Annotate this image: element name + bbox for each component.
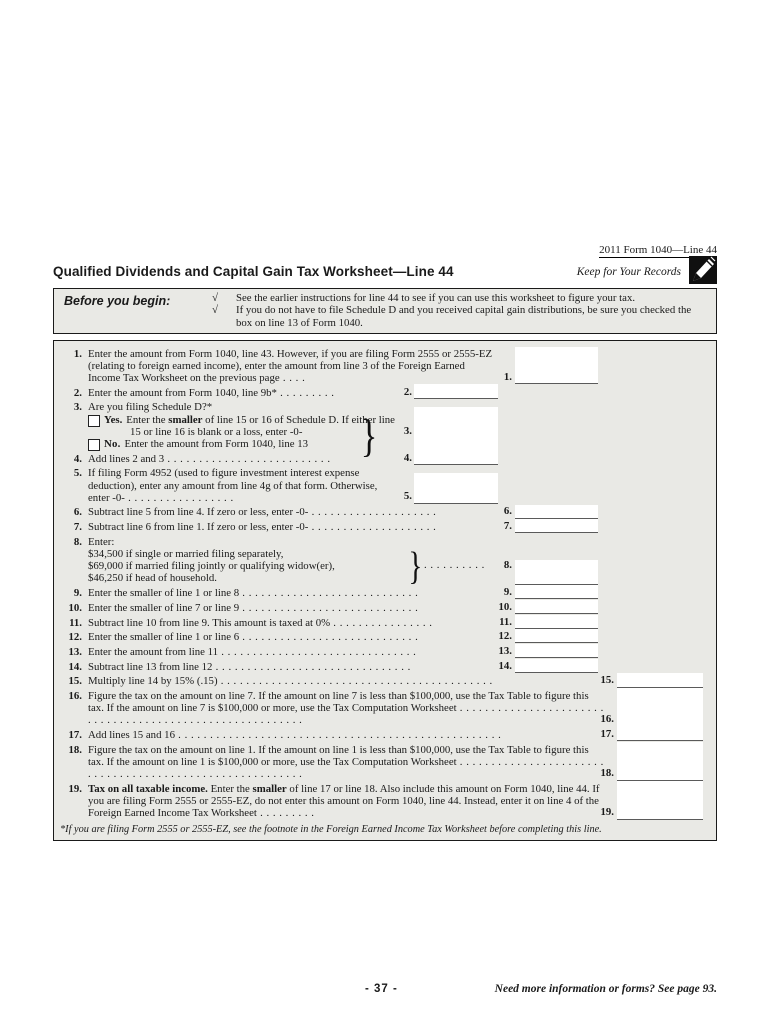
line-text: Figure the tax on the amount on line 7. If the amount on line 7 is less than $100,000, use the Tax Table to figure this tax. If the amount on line 7 is $100,000 or more, use the Tax Computation Worksheet . . . . . . . . . . . . . . . . . . . . . . . . . . . . . . . . . . . . . . . . . . . . . . . . . . . . . . . . .: [88, 690, 604, 727]
before-item: √ See the earlier instructions for line 44 to see if you can use this worksheet to figure your tax.: [212, 292, 636, 304]
worksheet-line-11: [60, 617, 708, 629]
worksheet-line-5: [60, 467, 708, 504]
entry-box-line-6[interactable]: [515, 505, 598, 519]
worksheet-box: [53, 340, 717, 841]
entry-box-line-5[interactable]: [414, 473, 498, 504]
entry-label-5: 5.: [403, 489, 412, 502]
entry-label-6: 6.: [503, 505, 512, 518]
worksheet-footnote: *If you are filing Form 2555 or 2555-EZ, see the footnote in the Foreign Earned Income Tax Worksheet before completing this line.: [60, 823, 602, 835]
line-number: 10.: [68, 601, 82, 614]
line-text: Enter the amount from Form 1040, line 43. However, if you are filing Form 2555 or 2555-EZ (relating to foreign earned income), enter the amount from line 3 of the Foreign Earned Income Tax Worksheet on the previous page . . . .: [88, 347, 493, 384]
worksheet-line-1: [60, 348, 708, 385]
entry-box-line-15[interactable]: [617, 673, 703, 688]
dot-leader: . . . . . . . . . . . . . . . . . . . . . . . . . . . . . . . . . . . . . . . . . . . . . . . . . . . . . . . . .: [88, 756, 604, 781]
dot-leader: . . . .: [279, 371, 306, 384]
entry-box-line-2[interactable]: [414, 384, 498, 399]
page-footer: [53, 983, 717, 999]
line-number: 17.: [68, 729, 82, 742]
entry-label-1: 1.: [503, 370, 512, 383]
line-text: Enter: $34,500 if single or married filing separately, $69,000 if married filing jointly or qualifying widow(er), $46,250 if head of household.: [88, 535, 335, 585]
line-text: If filing Form 4952 (used to figure investment interest expense deduction), enter any amount from line 4g of that form. Otherwise, enter -0- . . . . . . . . . . . . . . . . .: [88, 467, 378, 504]
option-no: No. Enter the amount from Form 1040, line 13: [88, 438, 396, 450]
line-number: 1.: [73, 347, 82, 360]
entry-label-12: 12.: [498, 630, 512, 643]
dot-leader: . . . . . . . . . . . . . . . . . . . . . . . . . .: [164, 452, 331, 465]
entry-label-14: 14.: [498, 659, 512, 672]
dot-leader: . . . . . . . . . . . . . . . . . . . . . . . . . . . .: [239, 631, 419, 644]
entry-label-3: 3.: [403, 424, 412, 437]
entry-box-line-18[interactable]: [617, 742, 703, 781]
page-number: - 37 -: [365, 983, 398, 995]
worksheet-line-10: [60, 602, 708, 614]
line-number: 14.: [68, 660, 82, 673]
dot-leader: . . . . . . . . . .: [424, 559, 485, 572]
worksheet-line-17: [60, 729, 708, 741]
worksheet-line-13: [60, 646, 708, 658]
line-text: Enter the amount from Form 1040, line 9b* . . . . . . . . .: [88, 386, 335, 399]
entry-label-11: 11.: [499, 615, 512, 628]
line-text: Enter the smaller of line 1 or line 6 . . . . . . . . . . . . . . . . . . . . . . . . . . . .: [88, 631, 419, 644]
line-number: 13.: [68, 645, 82, 658]
worksheet-line-8: [60, 535, 708, 588]
checkbox-no[interactable]: [88, 439, 100, 451]
entry-label-10: 10.: [498, 600, 512, 613]
dot-leader: . . . . . . . . .: [276, 386, 335, 399]
dot-leader: . . . . . . . . . . . . . . . . .: [124, 491, 234, 504]
line-number: 2.: [73, 386, 82, 399]
dot-leader: . . . . . . . . .: [256, 807, 315, 820]
entry-box-line-13[interactable]: [515, 644, 598, 658]
line-text: Add lines 2 and 3 . . . . . . . . . . . . . . . . . . . . . . . . . .: [88, 452, 331, 465]
line-number: 15.: [68, 675, 82, 688]
line-text: Tax on all taxable income. Enter the smaller of line 17 or line 18. Also include this amount on Form 1040, line 44. If you are filing Form 2555 or 2555-EZ, do not enter this amount on Form 1040, line 44. Instead, enter it on line 4 of the Foreign Earned Income Tax Worksheet . . . . . . . . .: [88, 783, 600, 820]
more-info-note: Need more information or forms? See page 93.: [494, 983, 717, 995]
dot-leader: . . . . . . . . . . . . . . . . . . . . . . . . . . . . . . . . . . . . . . . . . . . . . . . . . . . . . . . . .: [88, 702, 604, 727]
entry-label-7: 7.: [503, 520, 512, 533]
line-text: Add lines 15 and 16 . . . . . . . . . . . . . . . . . . . . . . . . . . . . . . . . . . . . . . . . . . . . . . . . . . .: [88, 729, 502, 742]
worksheet-line-2: [60, 387, 708, 399]
entry-box-line-14[interactable]: [515, 659, 598, 673]
line-text: Subtract line 13 from line 12 . . . . . . . . . . . . . . . . . . . . . . . . . . . . . . .: [88, 660, 411, 673]
line-text: Subtract line 10 from line 9. This amount is taxed at 0% . . . . . . . . . . . . . . . .: [88, 616, 433, 629]
entry-label-16: 16.: [600, 713, 614, 726]
line-text: Subtract line 5 from line 4. If zero or less, enter -0- . . . . . . . . . . . . . . . . . . . .: [88, 506, 437, 519]
brace: }: [408, 544, 423, 588]
worksheet-line-14: [60, 661, 708, 673]
dot-leader: . . . . . . . . . . . . . . . . . . . .: [308, 521, 437, 534]
line-number: 11.: [69, 616, 82, 629]
line-number: 19.: [68, 783, 82, 795]
line-number: 9.: [73, 587, 82, 600]
dot-leader: . . . . . . . . . . . . . . . . . . . . . . . . . . . . . . .: [218, 645, 417, 658]
checkmark-icon: √: [212, 292, 219, 304]
before-you-begin-box: [53, 288, 717, 334]
dot-leader: . . . . . . . . . . . . . . . .: [330, 616, 433, 629]
worksheet-line-18: [60, 744, 708, 781]
worksheet-line-15: [60, 675, 708, 687]
dot-leader: . . . . . . . . . . . . . . . . . . . . . . . . . . . .: [239, 601, 419, 614]
entry-label-15: 15.: [600, 674, 614, 687]
entry-label-4: 4.: [403, 451, 412, 464]
form-reference: 2011 Form 1040—Line 44: [599, 244, 717, 256]
checkbox-yes[interactable]: [88, 415, 100, 427]
dot-leader: . . . . . . . . . . . . . . . . . . . . . . . . . . . . . . .: [212, 660, 411, 673]
checkmark-icon: √: [212, 304, 219, 317]
line-number: 12.: [68, 631, 82, 644]
page-title: Qualified Dividends and Capital Gain Tax Worksheet—Line 44: [53, 264, 454, 279]
line-text: Figure the tax on the amount on line 1. If the amount on line 1 is less than $100,000, use the Tax Table to figure this tax. If the amount on line 1 is $100,000 or more, use the Tax Computation Worksheet . . . . . . . . . . . . . . . . . . . . . . . . . . . . . . . . . . . . . . . . . . . . . . . . . . . . . . . . .: [88, 743, 604, 781]
line-number: 18.: [68, 743, 82, 756]
keep-for-records-label: Keep for Your Records: [576, 266, 681, 278]
line-text: Subtract line 6 from line 1. If zero or less, enter -0- . . . . . . . . . . . . . . . . . . . .: [88, 521, 437, 534]
worksheet-line-12: [60, 631, 708, 643]
brace: }: [360, 410, 378, 462]
entry-box-line-12[interactable]: [515, 629, 598, 643]
line-text: Enter the smaller of line 7 or line 9 . . . . . . . . . . . . . . . . . . . . . . . . . . . .: [88, 601, 419, 614]
worksheet-lines: [60, 348, 708, 820]
worksheet-line-4: [60, 453, 708, 465]
line-text: Enter the amount from line 11 . . . . . . . . . . . . . . . . . . . . . . . . . . . . . . .: [88, 645, 417, 658]
dot-leader: . . . . . . . . . . . . . . . . . . . .: [308, 506, 437, 519]
entry-label-18: 18.: [600, 767, 614, 780]
entry-label-13: 13.: [498, 644, 512, 657]
worksheet-line-16: [60, 690, 708, 727]
line-number: 16.: [68, 690, 82, 703]
entry-box-line-8[interactable]: [515, 560, 598, 585]
line-number: 5.: [73, 467, 82, 480]
before-item: √ If you do not have to file Schedule D and you received capital gain distributions, be sure you checked the box on line 13 of Form 1040.: [212, 304, 692, 329]
before-you-begin-label: Before you begin:: [64, 294, 171, 308]
entry-box-line-10[interactable]: [515, 600, 598, 614]
entry-box-line-19[interactable]: [617, 781, 703, 820]
worksheet-line-9: [60, 587, 708, 599]
entry-box-line-17[interactable]: [617, 726, 703, 741]
line-text: Multiply line 14 by 15% (.15) . . . . . . . . . . . . . . . . . . . . . . . . . . . . . . . . . . . . . . . . . . .: [88, 675, 493, 688]
worksheet-line-19: [60, 783, 708, 820]
entry-box-line-7[interactable]: [515, 519, 598, 533]
line-number: 6.: [73, 506, 82, 519]
entry-box-line-4[interactable]: [414, 438, 498, 465]
entry-box-line-11[interactable]: [515, 615, 598, 629]
entry-label-9: 9.: [503, 586, 512, 599]
pencil-icon: [689, 256, 717, 284]
dot-leader: . . . . . . . . . . . . . . . . . . . . . . . . . . . . . . . . . . . . . . . . . . . . . . . . . . .: [174, 729, 502, 742]
entry-box-line-9[interactable]: [515, 585, 598, 599]
entry-box-line-16[interactable]: [617, 688, 703, 727]
line-text: Enter the smaller of line 1 or line 8 . . . . . . . . . . . . . . . . . . . . . . . . . . . .: [88, 587, 419, 600]
dot-leader: . . . . . . . . . . . . . . . . . . . . . . . . . . . . . . . . . . . . . . . . . . .: [217, 675, 493, 688]
entry-label-2: 2.: [403, 385, 412, 398]
option-yes: Yes. Enter the smaller of line 15 or 16 of Schedule D. If either line 15 or line 16 is blank or a loss, enter -0-: [88, 414, 396, 438]
line-number: 3.: [73, 401, 82, 414]
entry-box-line-1[interactable]: [515, 347, 598, 384]
worksheet-line-7: [60, 521, 708, 533]
worksheet-line-6: [60, 506, 708, 518]
entry-label-17: 17.: [600, 728, 614, 741]
entry-label-19: 19.: [600, 806, 614, 819]
line-number: 7.: [73, 521, 82, 534]
line-number: 8.: [73, 535, 82, 548]
line-text: Are you filing Schedule D?* Yes. Enter the smaller of line 15 or 16 of Schedule D. If either line 15 or line 16 is blank or a loss, enter -0- No. Enter the amount from Form 1040, line 13: [88, 401, 395, 450]
line-number: 4.: [73, 452, 82, 465]
entry-label-8: 8.: [503, 559, 512, 572]
dot-leader: . . . . . . . . . . . . . . . . . . . . . . . . . . . .: [239, 587, 419, 600]
